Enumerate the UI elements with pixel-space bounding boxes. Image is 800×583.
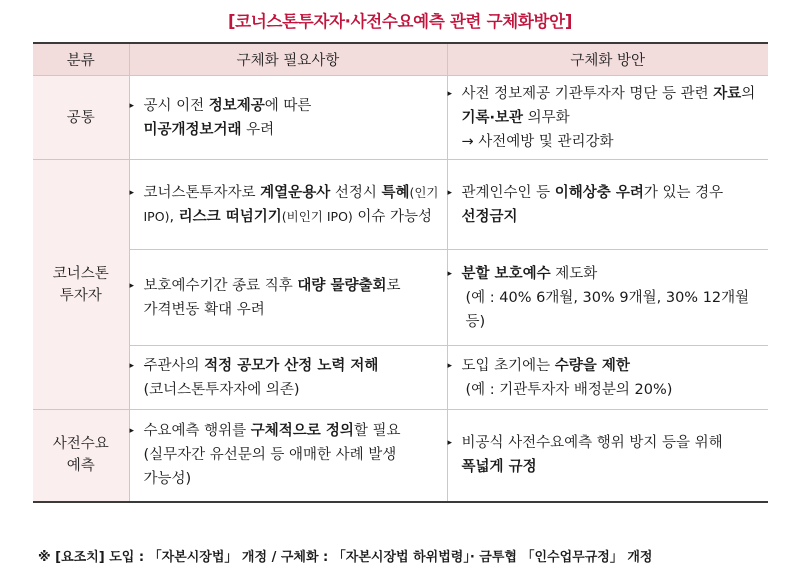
bullet-icon: ▸ [447, 438, 453, 449]
need-text-cornerstone-3: 주관사의 적정 공모가 산정 노력 저해 (코너스톤투자자에 의존) [143, 357, 379, 398]
header-category: 분류 [33, 43, 129, 76]
need-text-common: 공시 이전 정보제공에 따른 미공개정보거래 우려 [143, 97, 312, 138]
header-plans: 구체화 방안 [447, 43, 768, 76]
bullet-icon: ▸ [129, 187, 135, 198]
footnote: ※ [요조치] 도입 : 「자본시장법」 개정 / 구체화 : 「자본시장법 하위법령」· 금투협 「인수업무규정」 개정 [38, 550, 653, 565]
table-header-row [33, 43, 768, 76]
table-row-cornerstone-3 [33, 346, 768, 410]
plan-cell-cornerstone-1 [447, 160, 768, 250]
bullet-icon: ▸ [447, 88, 453, 99]
plan-text-cornerstone-1: 관계인수인 등 이해상충 우려가 있는 경우 선정금지 [461, 184, 724, 225]
need-text-cornerstone-1: 코너스톤투자자로 계열운용사 선정시 특혜(인기 IPO), 리스크 떠넘기기(비인기 IPO) 이슈 가능성 [143, 184, 439, 225]
plan-text-cornerstone-3: 도입 초기에는 수량을 제한 (예 : 기관투자자 배정분의 20%) [461, 357, 673, 398]
bullet-icon: ▸ [129, 280, 135, 291]
need-text-cornerstone-2: 보호예수기간 종료 직후 대량 물량출회로 가격변동 확대 우려 [143, 277, 401, 318]
bullet-icon: ▸ [129, 100, 135, 111]
plan-cell-common [447, 76, 768, 160]
need-cell-cornerstone-2 [129, 250, 447, 346]
table-row-cornerstone-1 [33, 160, 768, 250]
bullet-icon: ▸ [129, 426, 135, 437]
category-presale: 사전수요 예측 [33, 410, 129, 502]
plan-cell-cornerstone-3 [447, 346, 768, 410]
table-row-presale [33, 410, 768, 502]
plan-text-cornerstone-2: 분할 보호예수 제도화 (예 : 40% 6개월, 30% 9개월, 30% 12개월 등) [461, 265, 750, 330]
bullet-icon: ▸ [447, 360, 453, 371]
bullet-icon: ▸ [447, 187, 453, 198]
header-needs: 구체화 필요사항 [129, 43, 447, 76]
bullet-icon: ▸ [447, 268, 453, 279]
plan-text-presale: 비공식 사전수요예측 행위 방지 등을 위해 폭넓게 규정 [461, 435, 723, 476]
need-cell-common [129, 76, 447, 160]
need-text-presale: 수요예측 행위를 구체적으로 정의할 필요 (실무자간 유선문의 등 애매한 사례 발생 가능성) [143, 423, 401, 488]
plan-text-common: 사전 정보제공 기관투자자 명단 등 관련 자료의 기록·보관 의무화 → 사전예방 및 관리강화 [461, 85, 756, 150]
plan-cell-presale [447, 410, 768, 502]
bullet-icon: ▸ [129, 360, 135, 371]
plan-cell-cornerstone-2 [447, 250, 768, 346]
need-cell-presale [129, 410, 447, 502]
table-row-common [33, 76, 768, 160]
comparison-table [33, 42, 768, 503]
category-common: 공통 [33, 76, 129, 160]
category-cornerstone: 코너스톤 투자자 [33, 160, 129, 410]
need-cell-cornerstone-1 [129, 160, 447, 250]
need-cell-cornerstone-3 [129, 346, 447, 410]
page-title: [코너스톤투자자·사전수요예측 관련 구체화방안] [227, 12, 573, 31]
table-row-cornerstone-2 [33, 250, 768, 346]
